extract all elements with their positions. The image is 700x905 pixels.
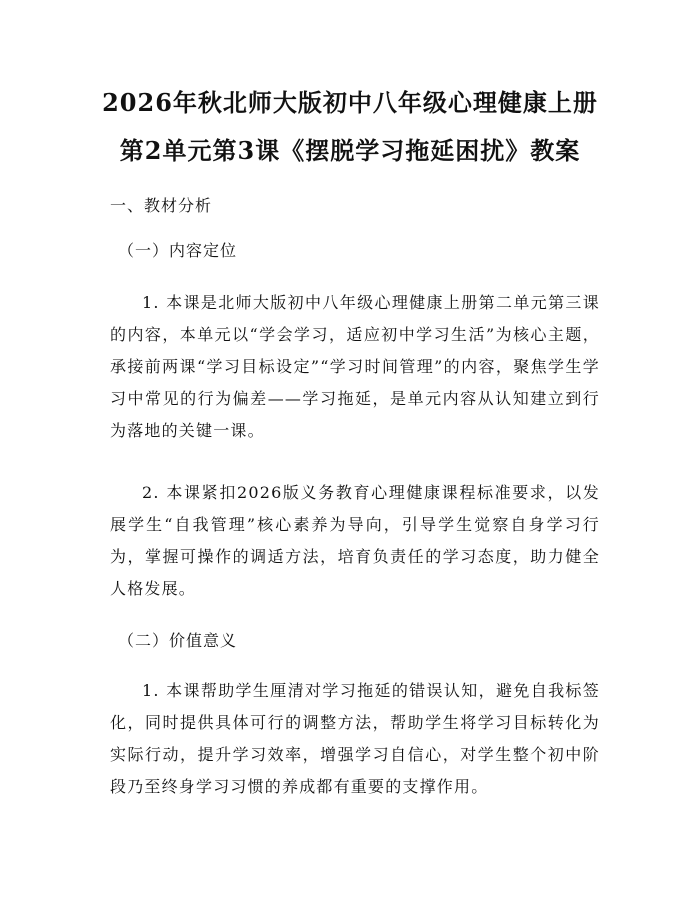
paragraph-content-positioning-1: 1. 本课是北师大版初中八年级心理健康上册第二单元第三课的内容，本单元以“学会学习，适应初中学习生活”为核心主题，承接前两课“学习目标设定”“学习时间管理”的内容，聚焦学生学习中常见的行为偏差——学习拖延，是单元内容从认知建立到行为落地的关键一课。 — [110, 293, 600, 440]
document-title-line-1: 2026年秋北师大版初中八年级心理健康上册 — [102, 88, 598, 117]
paragraph-content-positioning-2: 2. 本课紧扣2026版义务教育心理健康课程标准要求，以发展学生“自我管理”核心素养为导向，引导学生觉察自身学习行为，掌握可操作的调适方法，培育负责任的学习态度，助力健全人格发展。 — [110, 483, 600, 598]
document-title-line-2: 第2单元第3课《摆脱学习拖延困扰》教案 — [119, 136, 581, 165]
paragraph-value-significance-1: 1. 本课帮助学生厘清对学习拖延的错误认知，避免自我标签化，同时提供具体可行的调整方法，帮助学生将学习目标转化为实际行动，提升学习效率，增强学习自信心，对学生整个初中阶段乃至终身学习习惯的养成都有重要的支撑作用。 — [110, 681, 600, 796]
subsection-heading-value-significance: （二）价值意义 — [118, 631, 238, 650]
subsection-heading-content-positioning: （一）内容定位 — [118, 241, 238, 260]
section-heading-textbook-analysis: 一、教材分析 — [110, 196, 213, 215]
